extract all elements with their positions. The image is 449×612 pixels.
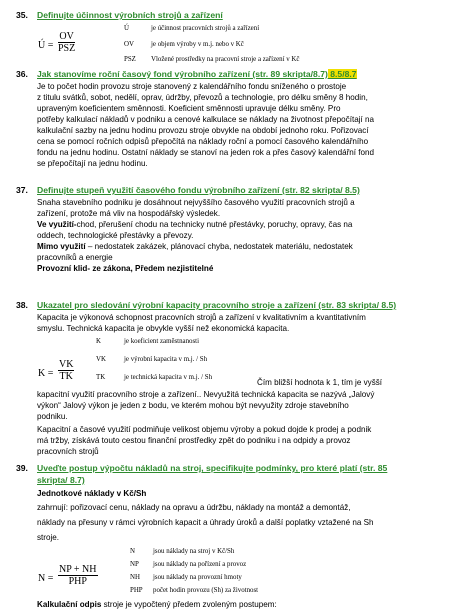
highlighted-reference: 8.5/8.7 — [327, 69, 357, 79]
legend-symbol: TK — [96, 374, 106, 381]
paragraph-line: smyslu. Technická kapacita je obvykle vyšší než ekonomická kapacita. — [37, 324, 290, 333]
legend-symbol: NH — [130, 574, 140, 581]
term-bold: Provozní klid — [37, 264, 88, 273]
item-number: 37. — [16, 185, 28, 195]
paragraph-line: kapacitní využití pracovního stroje a zařízení.. Nevyužitá technická kapacita se nazývá „Jalový — [37, 390, 375, 399]
formula-lhs: Ú = — [38, 40, 54, 51]
legend-text: jsou náklady na provozní hmoty — [153, 574, 242, 581]
legend-text: je technická kapacita v m.j. / Sh — [124, 374, 213, 381]
term-definition: chod, přerušení chodu na technicky nutné přestávky, poruchy, opravy, čas na — [76, 220, 353, 229]
question-title — [37, 69, 357, 79]
legend-text: je účinnost pracovních strojů a zařízení — [151, 25, 260, 32]
paragraph-line: z titulu svátků, sobot, nedělí, oprav, údržby, převozů a technologie, pro délku směny 8 hodin, — [37, 93, 368, 102]
formula-numerator: OV — [59, 31, 74, 42]
question-title-text: Jak stanovíme roční časový fond výrobního zařízení (str. 89 skripta/8.7) — [37, 69, 328, 79]
formula-numerator: NP + NH — [59, 564, 97, 575]
term-definition: stroje je vypočtený předem zvoleným postupem: — [101, 600, 277, 609]
paragraph-line: zařízení, protože má vliv na hospodářský výsledek. — [37, 209, 221, 218]
paragraph-line: se přepočítají na jednu hodinu. — [37, 159, 148, 168]
formula-lhs: N = — [38, 573, 54, 584]
legend-text: je objem výroby v m.j. nebo v Kč — [151, 41, 244, 48]
paragraph-line: Čím bližší hodnota k 1, tím je vyšší — [257, 378, 383, 387]
paragraph-line: Kapacita je výkonová schopnost pracovních strojů a zařízení v kvalitativním a kvantitativním — [37, 313, 366, 322]
paragraph-line: Kapacitní a časové využití podmiňuje velikost objemu výroby a pokud dojde k prodej a podnik — [37, 425, 372, 434]
legend-symbol: OV — [124, 41, 134, 48]
legend-symbol: PSZ — [124, 56, 136, 63]
question-title: Definujte stupeň využití časového fondu výrobního zařízení (str. 82 skripta/ 8.5) — [37, 185, 360, 195]
item-number: 38. — [16, 300, 28, 310]
paragraph-line: cena se pomocí ročních odpisů přepočítá na náklady roční a pomocí časového kalendářního — [37, 137, 369, 146]
formula-fraction — [58, 564, 98, 587]
paragraph-line: pracovníků a energie — [37, 253, 113, 262]
paragraph-line: kalkulační sazby na jednu hodinu provozu stroje obvykle na období jednoho roku. Pořizovací — [37, 126, 369, 135]
paragraph-line: výkon“ Jalový výkon je jeden z bodu, ve kterém mohou být nevyužity zdroje stavebního — [37, 401, 349, 410]
term-bold: Kalkulační odpis — [37, 600, 102, 609]
paragraph-line — [37, 219, 352, 230]
paragraph-line: stroje. — [37, 533, 60, 542]
question-title: Ukazatel pro sledování výrobní kapacity pracovního stroje a zařízení (str. 83 skripta/ 8.5) — [37, 300, 397, 310]
legend-symbol: PHP — [130, 587, 143, 594]
paragraph-line: pracovních strojů — [37, 447, 99, 456]
item-number: 36. — [16, 69, 28, 79]
paragraph-line: má tržby, získává touto cestou finanční prostředky zpět do podniku i na odpidy a provoz — [37, 436, 351, 445]
paragraph-line: zahrnují: pořizovací cenu, náklady na opravu a údržbu, náklady na montáž a demontáž, — [37, 503, 351, 512]
legend-text: je koeficient zaměstnanosti — [124, 338, 200, 345]
term-definition: – nedostatek zakázek, plánovací chyba, nedostatek materiálu, nedostatek — [85, 242, 353, 251]
formula-denominator: PSZ — [58, 43, 76, 54]
paragraph-line: podniku. — [37, 412, 68, 421]
paragraph-line: fondu na jednu hodinu. Ostatní náklady se stanoví na jeden rok a přes časový kalendářní fond — [37, 148, 375, 157]
formula-fraction — [58, 31, 75, 54]
legend-symbol: NP — [130, 561, 139, 568]
legend-symbol: N — [130, 548, 135, 555]
paragraph-line — [37, 263, 213, 274]
legend-symbol: VK — [96, 356, 106, 363]
paragraph-line: upraveným koeficientem směnnosti. Koeficient směnnosti upravuje délku směny. Pro — [37, 104, 341, 113]
question-title-continued: skripta/ 8.7) — [37, 475, 85, 485]
formula-denominator: TK — [59, 371, 73, 382]
term-definition: - ze zákona, Předem nezjistitelné — [87, 264, 214, 273]
legend-text: jsou náklady na pořízení a provoz — [153, 561, 247, 568]
item-number: 39. — [16, 463, 28, 473]
question-title: Uveďte postup výpočtu nákladů na stroj, specifikujte podmínky, pro které platí (str. 85 — [37, 463, 388, 473]
formula-denominator: PHP — [68, 576, 87, 587]
legend-text: Vložené prostředky na pracovní stroje a zařízení v Kč — [151, 56, 300, 63]
paragraph-line: Snaha stavebního podniku je dosáhnout nejvyššího časového využití pracovních strojů a — [37, 198, 355, 207]
legend-text: jsou náklady na stroj v Kč/Sh — [153, 548, 235, 555]
paragraph-line: Je to počet hodin provozu stroje stanovený z kalendářního fondu sníženého o prostoje — [37, 82, 347, 91]
legend-symbol: Ú — [124, 25, 129, 32]
item-number: 35. — [16, 10, 28, 20]
paragraph-line: oddech, technologické přestávky a převozy. — [37, 231, 194, 240]
term-bold: Ve využití- — [37, 220, 77, 229]
legend-symbol: K — [96, 338, 101, 345]
formula-fraction — [58, 359, 74, 382]
paragraph-line — [37, 599, 277, 610]
formula-numerator: VK — [59, 359, 74, 370]
paragraph-line: náklady na přesuny v rámci výrobních kapacit a úhrady úroků a další poplatky vztažené na Sh — [37, 518, 374, 527]
formula-lhs: K = — [38, 368, 54, 379]
legend-text: je výrobní kapacita v m.j. / Sh — [124, 356, 208, 363]
paragraph-line — [37, 241, 353, 252]
subheading: Jednotkové náklady v Kč/Sh — [37, 489, 147, 498]
term-bold: Mimo využití — [37, 242, 86, 251]
legend-text: počet hodin provozu (Sh) za životnost — [153, 587, 259, 594]
question-title: Definujte účinnost výrobních strojů a zařízení — [37, 10, 223, 20]
paragraph-line: potřeby kalkulací nákladů v podniku a cenové kalkulace se náklady na životnost přepočítají na — [37, 115, 374, 124]
